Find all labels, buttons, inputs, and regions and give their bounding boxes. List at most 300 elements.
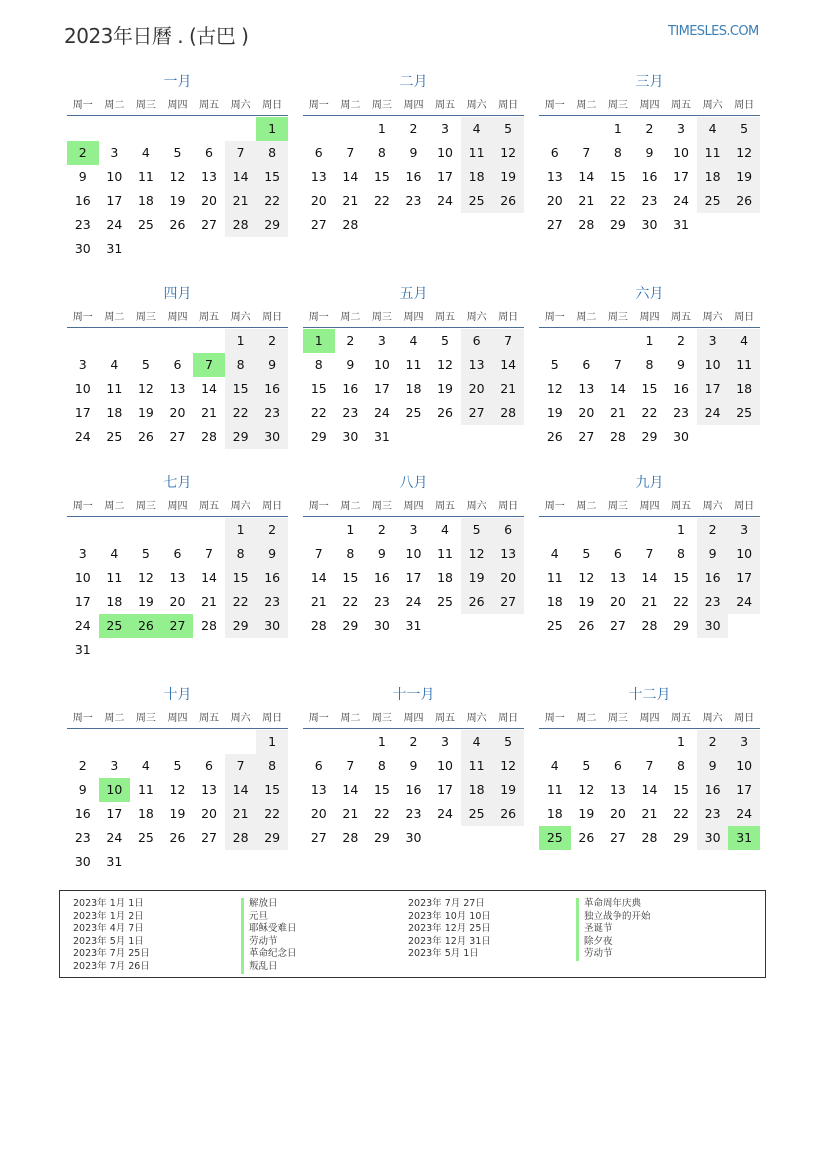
day-cell[interactable]: 9 [645,145,654,160]
day-cell[interactable]: 30 [256,614,288,638]
day-cell[interactable]: 11 [106,381,123,396]
day-cell[interactable]: 19 [169,806,186,821]
day-cell[interactable]: 4 [461,117,493,141]
day-cell[interactable]: 30 [641,217,658,232]
day-cell[interactable]: 30 [697,826,729,850]
day-cell[interactable]: 8 [314,357,323,372]
day-cell[interactable]: 19 [728,165,760,189]
day-cell[interactable]: 24 [728,802,760,826]
day-cell[interactable]: 23 [697,802,729,826]
day-cell[interactable]: 9 [409,145,418,160]
day-cell[interactable]: 18 [697,165,729,189]
day-cell[interactable]: 6 [173,357,182,372]
day-cell[interactable]: 22 [641,405,658,420]
day-cell[interactable]: 13 [578,381,595,396]
day-cell[interactable]: 10 [728,542,760,566]
day-cell[interactable]: 5 [582,546,591,561]
day-cell[interactable]: 6 [173,546,182,561]
day-cell[interactable]: 29 [225,614,257,638]
day-cell[interactable]: 4 [409,333,418,348]
day-cell[interactable]: 6 [314,758,323,773]
day-cell[interactable]: 15 [256,165,288,189]
day-cell[interactable]: 28 [492,401,524,425]
day-cell[interactable]: 4 [461,730,493,754]
day-cell[interactable]: 15 [225,566,257,590]
day-cell[interactable]: 20 [201,806,217,821]
day-cell[interactable]: 30 [342,429,359,444]
day-cell[interactable]: 2 [256,518,288,542]
day-cell[interactable]: 24 [405,594,422,609]
day-cell[interactable]: 23 [641,193,658,208]
day-cell[interactable]: 13 [169,570,186,585]
day-cell[interactable]: 5 [492,730,524,754]
day-cell[interactable]: 22 [310,405,327,420]
day-cell[interactable]: 14 [492,353,524,377]
day-cell[interactable]: 3 [78,357,87,372]
day-cell[interactable]: 5 [141,546,150,561]
day-cell[interactable]: 13 [492,542,524,566]
day-cell[interactable]: 23 [697,590,729,614]
holiday-day-cell[interactable]: 1 [303,329,335,353]
day-cell[interactable]: 12 [137,570,154,585]
day-cell[interactable]: 11 [461,754,493,778]
day-cell[interactable]: 19 [137,405,154,420]
day-cell[interactable]: 26 [546,429,563,444]
day-cell[interactable]: 21 [201,405,217,420]
day-cell[interactable]: 3 [441,734,449,749]
day-cell[interactable]: 3 [377,333,386,348]
day-cell[interactable]: 25 [137,830,154,845]
day-cell[interactable]: 13 [609,570,626,585]
day-cell[interactable]: 29 [673,618,689,633]
holiday-day-cell[interactable]: 31 [728,826,760,850]
day-cell[interactable]: 2 [409,734,418,749]
day-cell[interactable]: 16 [641,169,658,184]
day-cell[interactable]: 5 [582,758,591,773]
day-cell[interactable]: 15 [673,782,689,797]
day-cell[interactable]: 10 [405,546,422,561]
day-cell[interactable]: 17 [74,405,91,420]
day-cell[interactable]: 11 [106,570,123,585]
day-cell[interactable]: 1 [645,333,654,348]
day-cell[interactable]: 12 [169,169,186,184]
day-cell[interactable]: 16 [74,806,91,821]
day-cell[interactable]: 24 [106,830,123,845]
day-cell[interactable]: 21 [225,802,257,826]
day-cell[interactable]: 19 [492,165,524,189]
day-cell[interactable]: 9 [377,546,386,561]
day-cell[interactable]: 12 [546,381,563,396]
day-cell[interactable]: 3 [677,121,685,136]
day-cell[interactable]: 18 [728,377,760,401]
day-cell[interactable]: 19 [578,594,595,609]
day-cell[interactable]: 1 [377,121,386,136]
day-cell[interactable]: 30 [74,854,91,869]
day-cell[interactable]: 5 [461,518,493,542]
day-cell[interactable]: 25 [137,217,154,232]
day-cell[interactable]: 29 [673,830,689,845]
day-cell[interactable]: 11 [137,169,154,184]
day-cell[interactable]: 17 [437,169,453,184]
day-cell[interactable]: 18 [106,405,123,420]
day-cell[interactable]: 14 [225,778,257,802]
day-cell[interactable]: 21 [641,594,658,609]
day-cell[interactable]: 7 [346,758,355,773]
day-cell[interactable]: 4 [550,758,559,773]
day-cell[interactable]: 8 [256,141,288,165]
day-cell[interactable]: 24 [437,806,453,821]
day-cell[interactable]: 26 [169,830,186,845]
day-cell[interactable]: 21 [609,405,626,420]
day-cell[interactable]: 24 [106,217,123,232]
day-cell[interactable]: 18 [461,165,493,189]
day-cell[interactable]: 1 [256,730,288,754]
day-cell[interactable]: 20 [492,566,524,590]
day-cell[interactable]: 11 [405,357,422,372]
day-cell[interactable]: 2 [256,329,288,353]
day-cell[interactable]: 28 [310,618,327,633]
day-cell[interactable]: 5 [173,758,182,773]
day-cell[interactable]: 25 [106,429,123,444]
day-cell[interactable]: 8 [377,758,386,773]
day-cell[interactable]: 3 [110,145,119,160]
day-cell[interactable]: 20 [310,806,327,821]
day-cell[interactable]: 7 [225,141,257,165]
day-cell[interactable]: 10 [74,570,91,585]
day-cell[interactable]: 6 [205,145,213,160]
day-cell[interactable]: 18 [106,594,123,609]
day-cell[interactable]: 20 [578,405,595,420]
day-cell[interactable]: 23 [74,830,91,845]
holiday-day-cell[interactable]: 26 [130,614,162,638]
day-cell[interactable]: 25 [461,189,493,213]
day-cell[interactable]: 16 [405,169,422,184]
day-cell[interactable]: 27 [201,830,217,845]
day-cell[interactable]: 18 [461,778,493,802]
day-cell[interactable]: 15 [342,570,359,585]
day-cell[interactable]: 12 [169,782,186,797]
day-cell[interactable]: 12 [137,381,154,396]
day-cell[interactable]: 29 [225,425,257,449]
day-cell[interactable]: 25 [405,405,422,420]
day-cell[interactable]: 17 [373,381,390,396]
day-cell[interactable]: 4 [141,145,150,160]
day-cell[interactable]: 7 [346,145,355,160]
day-cell[interactable]: 15 [256,778,288,802]
day-cell[interactable]: 8 [613,145,622,160]
day-cell[interactable]: 30 [373,618,390,633]
day-cell[interactable]: 10 [437,145,453,160]
day-cell[interactable]: 8 [256,754,288,778]
day-cell[interactable]: 20 [201,193,217,208]
day-cell[interactable]: 19 [437,381,453,396]
holiday-day-cell[interactable]: 7 [193,353,225,377]
day-cell[interactable]: 4 [697,117,729,141]
day-cell[interactable]: 21 [310,594,327,609]
day-cell[interactable]: 6 [613,758,622,773]
day-cell[interactable]: 26 [728,189,760,213]
day-cell[interactable]: 19 [492,778,524,802]
day-cell[interactable]: 12 [728,141,760,165]
day-cell[interactable]: 19 [578,806,595,821]
day-cell[interactable]: 1 [346,522,355,537]
day-cell[interactable]: 27 [169,429,186,444]
day-cell[interactable]: 21 [201,594,217,609]
day-cell[interactable]: 26 [578,830,595,845]
day-cell[interactable]: 28 [342,217,359,232]
day-cell[interactable]: 14 [342,782,359,797]
day-cell[interactable]: 15 [373,782,390,797]
day-cell[interactable]: 6 [613,546,622,561]
day-cell[interactable]: 13 [546,169,563,184]
day-cell[interactable]: 2 [377,522,386,537]
day-cell[interactable]: 11 [697,141,729,165]
day-cell[interactable]: 23 [256,401,288,425]
day-cell[interactable]: 4 [441,522,449,537]
day-cell[interactable]: 2 [697,730,729,754]
day-cell[interactable]: 17 [728,778,760,802]
day-cell[interactable]: 25 [697,189,729,213]
day-cell[interactable]: 27 [609,830,626,845]
day-cell[interactable]: 26 [492,802,524,826]
day-cell[interactable]: 5 [141,357,150,372]
day-cell[interactable]: 10 [673,145,689,160]
day-cell[interactable]: 8 [225,542,257,566]
day-cell[interactable]: 24 [74,618,91,633]
day-cell[interactable]: 15 [225,377,257,401]
day-cell[interactable]: 25 [437,594,453,609]
day-cell[interactable]: 13 [609,782,626,797]
day-cell[interactable]: 19 [137,594,154,609]
day-cell[interactable]: 29 [342,618,359,633]
day-cell[interactable]: 3 [110,758,119,773]
day-cell[interactable]: 2 [409,121,418,136]
day-cell[interactable]: 4 [728,329,760,353]
day-cell[interactable]: 18 [437,570,453,585]
day-cell[interactable]: 27 [578,429,595,444]
day-cell[interactable]: 1 [225,518,257,542]
day-cell[interactable]: 6 [550,145,559,160]
day-cell[interactable]: 23 [342,405,359,420]
day-cell[interactable]: 17 [437,782,453,797]
day-cell[interactable]: 26 [137,429,154,444]
day-cell[interactable]: 14 [201,570,217,585]
day-cell[interactable]: 21 [342,806,359,821]
day-cell[interactable]: 27 [546,217,563,232]
day-cell[interactable]: 21 [492,377,524,401]
day-cell[interactable]: 14 [310,570,327,585]
day-cell[interactable]: 18 [137,806,154,821]
holiday-day-cell[interactable]: 1 [256,117,288,141]
day-cell[interactable]: 7 [582,145,591,160]
day-cell[interactable]: 10 [437,758,453,773]
day-cell[interactable]: 18 [546,806,563,821]
day-cell[interactable]: 26 [437,405,453,420]
day-cell[interactable]: 24 [373,405,390,420]
day-cell[interactable]: 23 [74,217,91,232]
day-cell[interactable]: 25 [546,618,563,633]
day-cell[interactable]: 26 [461,590,493,614]
day-cell[interactable]: 18 [546,594,563,609]
day-cell[interactable]: 30 [405,830,422,845]
day-cell[interactable]: 9 [256,353,288,377]
day-cell[interactable]: 8 [225,353,257,377]
day-cell[interactable]: 10 [74,381,91,396]
day-cell[interactable]: 28 [641,618,658,633]
day-cell[interactable]: 1 [677,522,685,537]
day-cell[interactable]: 27 [310,217,327,232]
day-cell[interactable]: 7 [645,546,654,561]
day-cell[interactable]: 11 [437,546,453,561]
day-cell[interactable]: 15 [609,169,626,184]
day-cell[interactable]: 10 [697,353,729,377]
day-cell[interactable]: 15 [310,381,327,396]
day-cell[interactable]: 16 [373,570,390,585]
day-cell[interactable]: 9 [697,542,729,566]
day-cell[interactable]: 2 [677,333,685,348]
day-cell[interactable]: 19 [461,566,493,590]
holiday-day-cell[interactable]: 2 [67,141,99,165]
day-cell[interactable]: 24 [728,590,760,614]
day-cell[interactable]: 6 [205,758,213,773]
day-cell[interactable]: 13 [461,353,493,377]
day-cell[interactable]: 1 [677,734,685,749]
day-cell[interactable]: 17 [106,193,123,208]
day-cell[interactable]: 8 [346,546,355,561]
day-cell[interactable]: 31 [373,429,390,444]
day-cell[interactable]: 20 [169,594,186,609]
day-cell[interactable]: 14 [641,782,658,797]
day-cell[interactable]: 9 [697,754,729,778]
day-cell[interactable]: 6 [461,329,493,353]
day-cell[interactable]: 17 [728,566,760,590]
day-cell[interactable]: 7 [492,329,524,353]
day-cell[interactable]: 18 [405,381,422,396]
day-cell[interactable]: 22 [673,594,689,609]
day-cell[interactable]: 28 [609,429,626,444]
day-cell[interactable]: 6 [582,357,591,372]
day-cell[interactable]: 14 [609,381,626,396]
day-cell[interactable]: 21 [342,193,359,208]
day-cell[interactable]: 31 [673,217,689,232]
day-cell[interactable]: 23 [256,590,288,614]
day-cell[interactable]: 17 [697,377,729,401]
day-cell[interactable]: 28 [225,826,257,850]
day-cell[interactable]: 23 [405,193,422,208]
day-cell[interactable]: 11 [546,782,563,797]
day-cell[interactable]: 20 [461,377,493,401]
day-cell[interactable]: 23 [405,806,422,821]
day-cell[interactable]: 14 [225,165,257,189]
day-cell[interactable]: 12 [492,141,524,165]
day-cell[interactable]: 5 [728,117,760,141]
day-cell[interactable]: 16 [342,381,359,396]
day-cell[interactable]: 17 [106,806,123,821]
day-cell[interactable]: 7 [613,357,622,372]
day-cell[interactable]: 1 [613,121,622,136]
day-cell[interactable]: 12 [492,754,524,778]
day-cell[interactable]: 21 [641,806,658,821]
day-cell[interactable]: 11 [461,141,493,165]
day-cell[interactable]: 12 [578,570,595,585]
day-cell[interactable]: 21 [578,193,595,208]
day-cell[interactable]: 3 [78,546,87,561]
day-cell[interactable]: 30 [74,241,91,256]
day-cell[interactable]: 2 [346,333,355,348]
day-cell[interactable]: 2 [78,758,87,773]
day-cell[interactable]: 17 [74,594,91,609]
day-cell[interactable]: 10 [728,754,760,778]
day-cell[interactable]: 10 [373,357,390,372]
day-cell[interactable]: 4 [141,758,150,773]
holiday-day-cell[interactable]: 27 [162,614,194,638]
day-cell[interactable]: 2 [697,518,729,542]
day-cell[interactable]: 30 [256,425,288,449]
day-cell[interactable]: 8 [645,357,654,372]
day-cell[interactable]: 9 [677,357,685,372]
day-cell[interactable]: 14 [342,169,359,184]
day-cell[interactable]: 22 [673,806,689,821]
day-cell[interactable]: 17 [673,169,689,184]
day-cell[interactable]: 7 [314,546,323,561]
day-cell[interactable]: 8 [677,758,685,773]
day-cell[interactable]: 26 [169,217,186,232]
day-cell[interactable]: 3 [728,730,760,754]
day-cell[interactable]: 21 [225,189,257,213]
day-cell[interactable]: 20 [310,193,327,208]
day-cell[interactable]: 11 [546,570,563,585]
day-cell[interactable]: 5 [550,357,559,372]
day-cell[interactable]: 9 [78,169,87,184]
day-cell[interactable]: 7 [225,754,257,778]
day-cell[interactable]: 8 [377,145,386,160]
day-cell[interactable]: 22 [373,193,390,208]
day-cell[interactable]: 30 [697,614,729,638]
day-cell[interactable]: 5 [173,145,182,160]
day-cell[interactable]: 17 [405,570,422,585]
day-cell[interactable]: 26 [492,189,524,213]
day-cell[interactable]: 27 [492,590,524,614]
day-cell[interactable]: 22 [256,802,288,826]
day-cell[interactable]: 13 [201,169,217,184]
day-cell[interactable]: 12 [461,542,493,566]
day-cell[interactable]: 2 [645,121,654,136]
day-cell[interactable]: 28 [201,618,217,633]
day-cell[interactable]: 5 [492,117,524,141]
holiday-day-cell[interactable]: 10 [99,778,131,802]
day-cell[interactable]: 14 [201,381,217,396]
day-cell[interactable]: 25 [728,401,760,425]
day-cell[interactable]: 9 [78,782,87,797]
day-cell[interactable]: 15 [373,169,390,184]
day-cell[interactable]: 16 [697,566,729,590]
day-cell[interactable]: 13 [310,782,327,797]
day-cell[interactable]: 14 [641,570,658,585]
day-cell[interactable]: 9 [256,542,288,566]
day-cell[interactable]: 18 [137,193,154,208]
day-cell[interactable]: 26 [578,618,595,633]
day-cell[interactable]: 25 [461,802,493,826]
day-cell[interactable]: 6 [314,145,323,160]
day-cell[interactable]: 22 [342,594,359,609]
day-cell[interactable]: 4 [110,546,119,561]
day-cell[interactable]: 31 [106,241,123,256]
day-cell[interactable]: 15 [673,570,689,585]
day-cell[interactable]: 10 [106,169,123,184]
day-cell[interactable]: 22 [256,189,288,213]
day-cell[interactable]: 24 [673,193,689,208]
day-cell[interactable]: 16 [697,778,729,802]
